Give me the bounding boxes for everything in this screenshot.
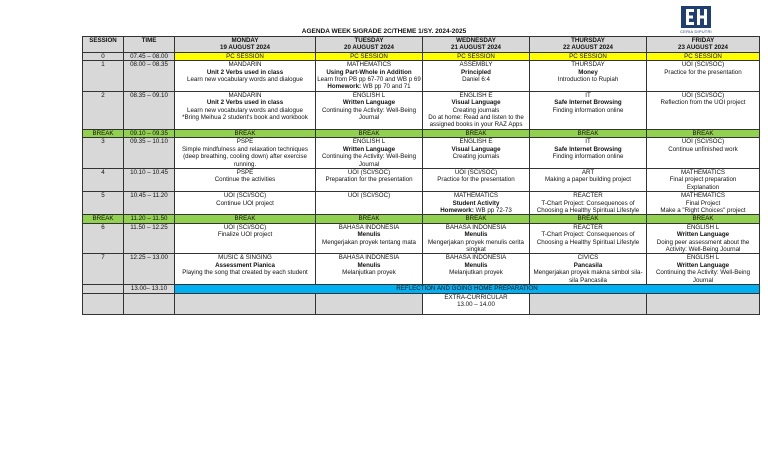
lesson-note: *Bring Meihua 2 student's book and workbook	[182, 114, 308, 122]
subject-label: PC SESSION	[569, 52, 607, 60]
session-cell: 2	[83, 91, 124, 129]
lesson-cell-monday	[175, 52, 316, 60]
extra-curricular-cell: EXTRA-CURRICULAR 13.00 – 14.00	[423, 294, 530, 315]
subject-label: PSPE	[236, 138, 254, 146]
lesson-description: Finding information online	[552, 153, 624, 161]
subject-label: PC SESSION	[684, 52, 722, 60]
subject-label: ENGLISH L	[686, 254, 720, 262]
lesson-topic: Menulis	[357, 231, 381, 239]
agenda-title: AGENDA WEEK 5/GRADE 2C/THEME 1/SY. 2024-2025	[301, 28, 467, 35]
lesson-cell-tuesday	[316, 138, 423, 169]
session-row	[83, 192, 760, 215]
break-cell-wednesday: BREAK	[423, 129, 530, 137]
lesson-cell-monday	[175, 254, 316, 285]
day-header-tuesday: TUESDAY 20 AUGUST 2024	[316, 37, 423, 53]
reflection-row	[83, 285, 760, 294]
time-cell	[124, 294, 175, 315]
lesson-cell-tuesday	[316, 254, 423, 285]
time-cell: 09.10 – 09.35	[124, 129, 175, 137]
subject-label: UOI (SCI/SOC)	[681, 61, 725, 69]
time-cell: 07.45 – 08.00	[124, 52, 175, 60]
session-cell: 3	[83, 138, 124, 169]
subject-label: UOI (SCI/SOC)	[681, 138, 725, 146]
subject-label: UOI (SCI/SOC)	[223, 223, 267, 231]
lesson-cell-wednesday	[423, 192, 530, 215]
lesson-topic: Written Language	[342, 99, 396, 107]
lesson-cell-friday	[647, 223, 760, 254]
session-cell: 7	[83, 254, 124, 285]
break-cell-thursday: BREAK	[530, 129, 647, 137]
subject-label: REACTER	[573, 192, 603, 200]
lesson-cell-wednesday	[423, 168, 530, 191]
lesson-description: Final project preparation	[669, 176, 737, 184]
break-cell-monday: BREAK	[175, 129, 316, 137]
session-row	[83, 223, 760, 254]
time-cell: 11.20 – 11.50	[124, 215, 175, 223]
time-cell: 10.10 – 10.45	[124, 168, 175, 191]
lesson-description: Simple mindfulness and relaxation techniques (deep breathing, cooling down) after exercise running.	[182, 145, 308, 168]
lesson-cell-friday	[647, 91, 760, 129]
lesson-description: Final Project	[685, 199, 721, 207]
subject-label: UOI (SCI/SOC)	[454, 168, 498, 176]
homework-line	[424, 207, 528, 214]
lesson-topic: Unit 2 Verbs used in class	[206, 68, 284, 76]
subject-label: UOI (SCI/SOC)	[347, 168, 391, 176]
lesson-topic: Safe Internet Browsing	[554, 145, 622, 153]
session-cell	[83, 294, 124, 315]
day-header-monday: MONDAY 19 AUGUST 2024	[175, 37, 316, 53]
subject-label: BAHASA INDONESIA	[338, 223, 400, 231]
lesson-description: Continuing the Activity: Well-Being Journal	[655, 269, 751, 284]
subject-label: ENGLISH L	[352, 91, 386, 99]
subject-label: MANDARIN	[228, 91, 262, 99]
session-row	[83, 168, 760, 191]
lesson-cell-monday	[175, 168, 316, 191]
subject-label: UOI (SCI/SOC)	[223, 192, 267, 200]
extra-empty-cell	[175, 294, 316, 315]
lesson-description: Finalize UOI project	[217, 231, 273, 239]
lesson-cell-wednesday	[423, 254, 530, 285]
subject-label: BAHASA INDONESIA	[445, 223, 507, 231]
subject-label: ENGLISH E	[459, 138, 493, 146]
subject-label: MATHEMATICS	[680, 192, 726, 200]
session-header: SESSION	[83, 37, 124, 53]
lesson-cell-friday	[647, 61, 760, 92]
lesson-description: Doing peer assessment about the Activity: Well-Being Journal	[656, 238, 750, 253]
lesson-cell-tuesday	[316, 61, 423, 92]
lesson-description: Continue the activities	[214, 176, 276, 184]
lesson-topic: Using Part-Whole in Addition	[326, 68, 412, 76]
lesson-note: Explanation	[686, 183, 720, 191]
subject-label: CIVICS	[577, 254, 599, 262]
break-row	[83, 129, 760, 137]
lesson-description: Learn from PB pp 67-70 and WB p 69	[317, 76, 421, 84]
subject-label: PC SESSION	[457, 52, 495, 60]
session-cell: 0	[83, 52, 124, 60]
lesson-description: Mengerjakan proyek tentang mata	[322, 238, 416, 246]
lesson-cell-tuesday	[316, 223, 423, 254]
lesson-description: Daniel 6:4	[462, 76, 490, 84]
lesson-description: Learn new vocabulary words and dialogue	[187, 106, 303, 114]
lesson-note: Make a "Right Choices" project	[660, 206, 746, 214]
lesson-cell-friday	[647, 52, 760, 60]
lesson-cell-monday	[175, 192, 316, 215]
lesson-cell-thursday	[530, 223, 647, 254]
time-cell: 13.00– 13.10	[124, 285, 175, 294]
subject-label: MATHEMATICS	[680, 168, 726, 176]
lesson-note: Do at home: Read and listen to the assigned books in your RAZ Apps	[428, 114, 524, 129]
lesson-description: Introduction to Rupiah	[557, 76, 619, 84]
lesson-description: Melanjutkan proyek	[342, 269, 396, 277]
lesson-description: T-Chart Project: Consequences of Choosing a Healthy Spiritual Lifestyle	[536, 231, 640, 246]
subject-label: ASSEMBLY	[459, 61, 493, 69]
lesson-cell-friday	[647, 254, 760, 285]
lesson-topic: Menulis	[464, 261, 488, 269]
session-row	[83, 61, 760, 92]
lesson-cell-thursday	[530, 254, 647, 285]
lesson-cell-friday	[647, 168, 760, 191]
lesson-description: Continuing the Activity: Well-Being Journal	[321, 106, 417, 122]
extra-empty-cell	[530, 294, 647, 315]
lesson-description: Finding information online	[552, 106, 624, 114]
session-row	[83, 138, 760, 169]
lesson-cell-wednesday	[423, 138, 530, 169]
lesson-description: Creating journals	[452, 153, 500, 161]
break-cell-tuesday: BREAK	[316, 129, 423, 137]
break-cell-tuesday: BREAK	[316, 215, 423, 223]
subject-label: BAHASA INDONESIA	[445, 254, 507, 262]
lesson-cell-thursday	[530, 168, 647, 191]
lesson-topic: Visual Language	[451, 99, 501, 107]
lesson-topic: Money	[578, 68, 598, 76]
time-cell: 09.35 – 10.10	[124, 138, 175, 169]
day-header-thursday: THURSDAY 22 AUGUST 2024	[530, 37, 647, 53]
lesson-description: Learn new vocabulary words and dialogue	[187, 76, 303, 84]
lesson-description: Continue UOI project	[216, 199, 274, 207]
lesson-cell-thursday	[530, 91, 647, 129]
school-logo	[680, 5, 712, 29]
time-cell: 08.00 – 08.35	[124, 61, 175, 92]
break-cell-friday: BREAK	[647, 129, 760, 137]
reflection-band: REFLECTION AND GOING HOME PREPARATION	[175, 285, 760, 294]
lesson-topic: Menulis	[357, 261, 381, 269]
session-row	[83, 254, 760, 285]
extra-empty-cell	[647, 294, 760, 315]
extra-curricular-row	[83, 294, 760, 315]
time-cell: 11.50 – 12.25	[124, 223, 175, 254]
lesson-cell-wednesday	[423, 223, 530, 254]
subject-label: MATHEMATICS	[346, 61, 392, 69]
lesson-topic: Pancasila	[573, 261, 603, 269]
homework-label: Homework:	[327, 83, 362, 91]
subject-label: PC SESSION	[226, 52, 264, 60]
lesson-description: Continuing the Activity: Well-Being Journal	[321, 153, 417, 168]
lesson-cell-monday	[175, 91, 316, 129]
subject-label: PC SESSION	[350, 52, 388, 60]
lesson-topic: Assessment Pianica	[215, 261, 275, 269]
lesson-description: Creating journals	[452, 106, 500, 114]
lesson-cell-friday	[647, 138, 760, 169]
homework-text: WB pp 70 and 71	[361, 83, 411, 91]
lesson-description: Making a paper building project	[545, 176, 631, 184]
subject-label: IT	[585, 91, 591, 99]
subject-label: REACTER	[573, 223, 603, 231]
lesson-cell-thursday	[530, 192, 647, 215]
lesson-description: Mengerjakan proyek makna simbol sila-sila Pancasila	[533, 269, 643, 284]
lesson-cell-tuesday	[316, 192, 423, 215]
lesson-cell-tuesday	[316, 52, 423, 60]
lesson-topic: Menulis	[464, 231, 488, 239]
homework-line	[317, 83, 421, 90]
lesson-cell-monday	[175, 138, 316, 169]
session-cell: BREAK	[83, 129, 124, 137]
lesson-cell-wednesday	[423, 52, 530, 60]
lesson-cell-monday	[175, 61, 316, 92]
lesson-cell-wednesday	[423, 61, 530, 92]
extra-empty-cell	[316, 294, 423, 315]
lesson-cell-thursday	[530, 52, 647, 60]
lesson-topic: Visual Language	[451, 145, 501, 153]
logo-text: CERIA DIPUTRI	[680, 29, 712, 34]
lesson-cell-thursday	[530, 61, 647, 92]
subject-label: MUSIC & SINGING	[218, 254, 272, 262]
subject-label: ENGLISH E	[459, 91, 493, 99]
lesson-description: Playing the song that created by each student	[182, 269, 308, 277]
homework-label: Homework:	[440, 206, 474, 214]
lesson-topic: Written Language	[342, 145, 396, 153]
break-cell-monday: BREAK	[175, 215, 316, 223]
session-cell	[83, 285, 124, 294]
lesson-description: Practice for the presentation	[664, 68, 742, 76]
day-header-wednesday: WEDNESDAY 21 AUGUST 2024	[423, 37, 530, 53]
lesson-topic: Written Language	[676, 261, 730, 269]
session-cell: 6	[83, 223, 124, 254]
break-row	[83, 215, 760, 223]
lesson-cell-tuesday	[316, 168, 423, 191]
time-cell: 12.25 – 13.00	[124, 254, 175, 285]
lesson-description: Mengerjakan proyek menulis cerita singkat	[428, 238, 524, 253]
lesson-cell-thursday	[530, 138, 647, 169]
break-cell-wednesday: BREAK	[423, 215, 530, 223]
subject-label: ART	[581, 168, 595, 176]
time-cell: 10.45 – 11.20	[124, 192, 175, 215]
lesson-topic: Safe Internet Browsing	[554, 99, 622, 107]
lesson-description: Preparation for the presentation	[325, 176, 413, 184]
agenda-body	[83, 52, 760, 284]
lesson-description: Reflection from the UOI project	[660, 99, 746, 107]
subject-label: ENGLISH L	[352, 138, 386, 146]
lesson-description: Practice for the presentation	[437, 176, 515, 184]
day-header-friday: FRIDAY 23 AUGUST 2024	[647, 37, 760, 53]
lesson-description: Melanjutkan proyek	[449, 269, 503, 277]
break-cell-thursday: BREAK	[530, 215, 647, 223]
subject-label: BAHASA INDONESIA	[338, 254, 400, 262]
subject-label: MATHEMATICS	[453, 192, 499, 200]
session-row	[83, 91, 760, 129]
session-cell: 5	[83, 192, 124, 215]
subject-label: UOI (SCI/SOC)	[347, 192, 391, 200]
session-cell: BREAK	[83, 215, 124, 223]
subject-label: IT	[585, 138, 591, 146]
session-cell: 1	[83, 61, 124, 92]
time-cell: 08.35 – 09.10	[124, 91, 175, 129]
homework-text: WB pp 72-73	[473, 206, 512, 214]
lesson-topic: Unit 2 Verbs used in class	[206, 99, 284, 107]
lesson-topic: Student Activity	[452, 199, 500, 207]
lesson-cell-wednesday	[423, 91, 530, 129]
subject-label: ENGLISH L	[686, 223, 720, 231]
session-cell: 4	[83, 168, 124, 191]
lesson-topic: Written Language	[676, 231, 730, 239]
subject-label: UOI (SCI/SOC)	[681, 91, 725, 99]
header-row	[83, 37, 760, 53]
lesson-cell-monday	[175, 223, 316, 254]
subject-label: MANDARIN	[228, 61, 262, 69]
subject-label: THURSDAY	[571, 61, 605, 69]
lesson-cell-tuesday	[316, 91, 423, 129]
lesson-topic: Principled	[461, 68, 491, 76]
subject-label: PSPE	[236, 168, 254, 176]
lesson-description: Continue unfinished work	[668, 145, 738, 153]
time-header: TIME	[124, 37, 175, 53]
agenda-table	[82, 36, 760, 315]
session-row	[83, 52, 760, 60]
lesson-description: T-Chart Project: Consequences of Choosing a Healthy Spiritual Lifestyle	[536, 199, 640, 214]
lesson-cell-friday	[647, 192, 760, 215]
break-cell-friday: BREAK	[647, 215, 760, 223]
